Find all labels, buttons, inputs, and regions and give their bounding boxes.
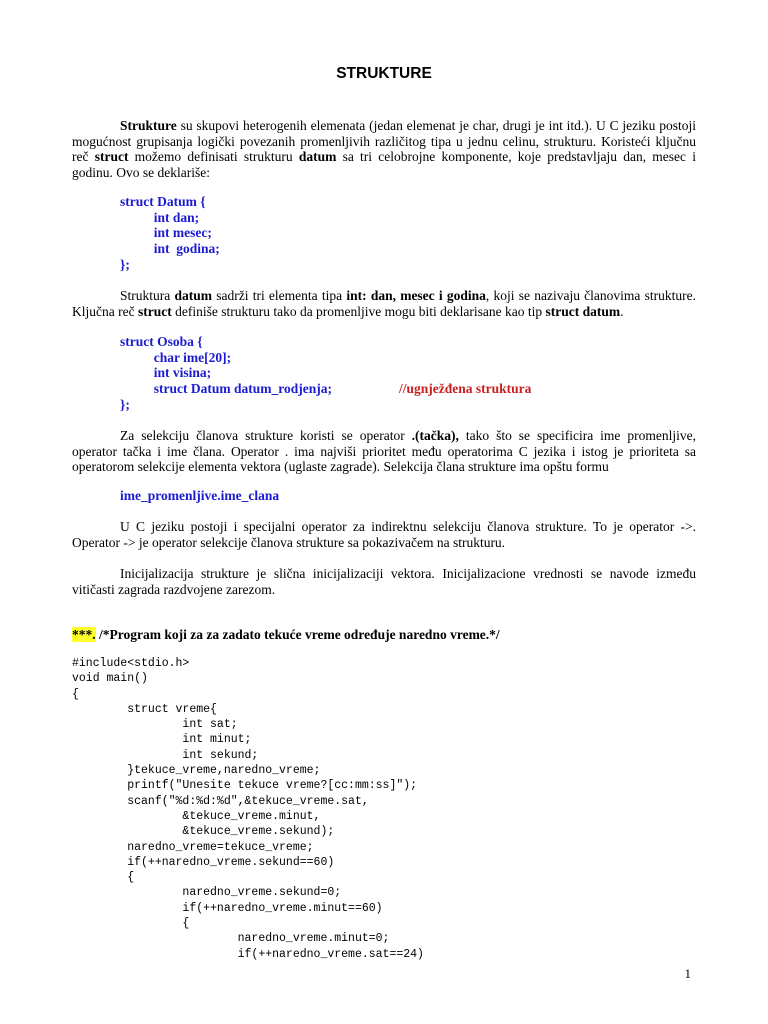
code-line: int mesec; [120, 225, 212, 241]
code-line: naredno_vreme.minut=0; [72, 932, 390, 946]
code-line: { [72, 687, 79, 701]
code-line: int sekund; [72, 748, 259, 762]
code-line: struct Datum { [120, 194, 206, 209]
code-line: { [72, 871, 135, 885]
code-line: naredno_vreme=tekuce_vreme; [72, 840, 314, 854]
term-strukture: Strukture [120, 118, 177, 133]
code-line: int godina; [120, 241, 220, 257]
code-line: &tekuce_vreme.minut, [72, 809, 321, 823]
struktura-paragraph: Struktura datum sadrži tri elementa tipa int: dan, mesec i godina, koji se nazivaju članovima strukture. Ključna reč struct definiše strukturu tako da promenljive mogu biti deklarisane kao tip struct datum. [72, 288, 696, 319]
code-line: if(++naredno_vreme.sekund==60) [72, 855, 335, 869]
code-line: { [72, 917, 190, 931]
code-line: void main() [72, 672, 148, 686]
code-line: if(++naredno_vreme.minut==60) [72, 901, 383, 915]
code-line: naredno_vreme.sekund=0; [72, 886, 342, 900]
page-title: STRUKTURE [336, 65, 432, 82]
code-line: struct Osoba { [120, 334, 203, 349]
code-line: struct Datum datum_rodjenja; //ugnježđena struktura [120, 381, 532, 397]
arrow-operator-paragraph: U C jeziku postoji i specijalni operator za indirektnu selekciju članova strukture. To je operator ->. Operator -> je operator selekcije članova strukture sa pokazivačem na strukturu. [72, 519, 696, 550]
struct-datum-code [120, 194, 220, 273]
code-line: }; [120, 256, 130, 272]
code-line: if(++naredno_vreme.sat==24) [72, 947, 424, 961]
code-line: printf("Unesite tekuce vreme?[cc:mm:ss]"); [72, 779, 418, 793]
code-line: int visina; [120, 365, 212, 381]
code-line: }; [120, 396, 130, 412]
intro-paragraph: Strukture su skupovi heterogenih elemenata (jedan elemenat je char, drugi je int itd.). U C jeziku postoji mogućnost grupisanja logički povezanih promenljivih različitog tipa u jednu celinu, strukturu. Koristeći ključnu reč struct možemo definisati strukturu datum sa tri celobrojne komponente, koje predstavljaju dan, mesec i godinu. Ovo se deklariše: [72, 118, 696, 181]
code-line: int sat; [72, 718, 238, 732]
code-comment: //ugnježđena struktura [399, 381, 532, 397]
code-line: char ime[20]; [120, 349, 232, 365]
program-code [72, 656, 424, 962]
general-form: ime_promenljive.ime_clana [120, 488, 280, 503]
init-paragraph: Inicijalizacija strukture je slična inicijalizaciji vektora. Inicijalizacione vrednosti se navode između vitičasti zagrada razdvojene zarezom. [72, 566, 696, 597]
code-line: &tekuce_vreme.sekund); [72, 825, 335, 839]
page-number: 1 [684, 966, 691, 981]
selekcija-paragraph: Za selekciju članova strukture koristi se operator .(tačka), tako što se specificira ime promenljive, operator tačka i ime člana. Operator . ima najviši prioritet među operatorima C jezika i istog je prioriteta sa operatorom selekcije elementa vektora (uglaste zagrade). Selekcija člana strukture ima opštu formu [72, 428, 696, 475]
code-line: int dan; [120, 209, 200, 225]
code-line: struct vreme{ [72, 702, 217, 716]
program-heading: ***. /*Program koji za za zadato tekuće vreme određuje naredno vreme.*/ [72, 627, 500, 642]
code-line: scanf("%d:%d:%d",&tekuce_vreme.sat, [72, 794, 369, 808]
code-line: int minut; [72, 733, 252, 747]
code-line: }tekuce_vreme,naredno_vreme; [72, 764, 321, 778]
code-line: #include<stdio.h> [72, 657, 190, 670]
highlight-marker: ***. [72, 627, 96, 642]
struct-osoba-code [120, 334, 532, 413]
